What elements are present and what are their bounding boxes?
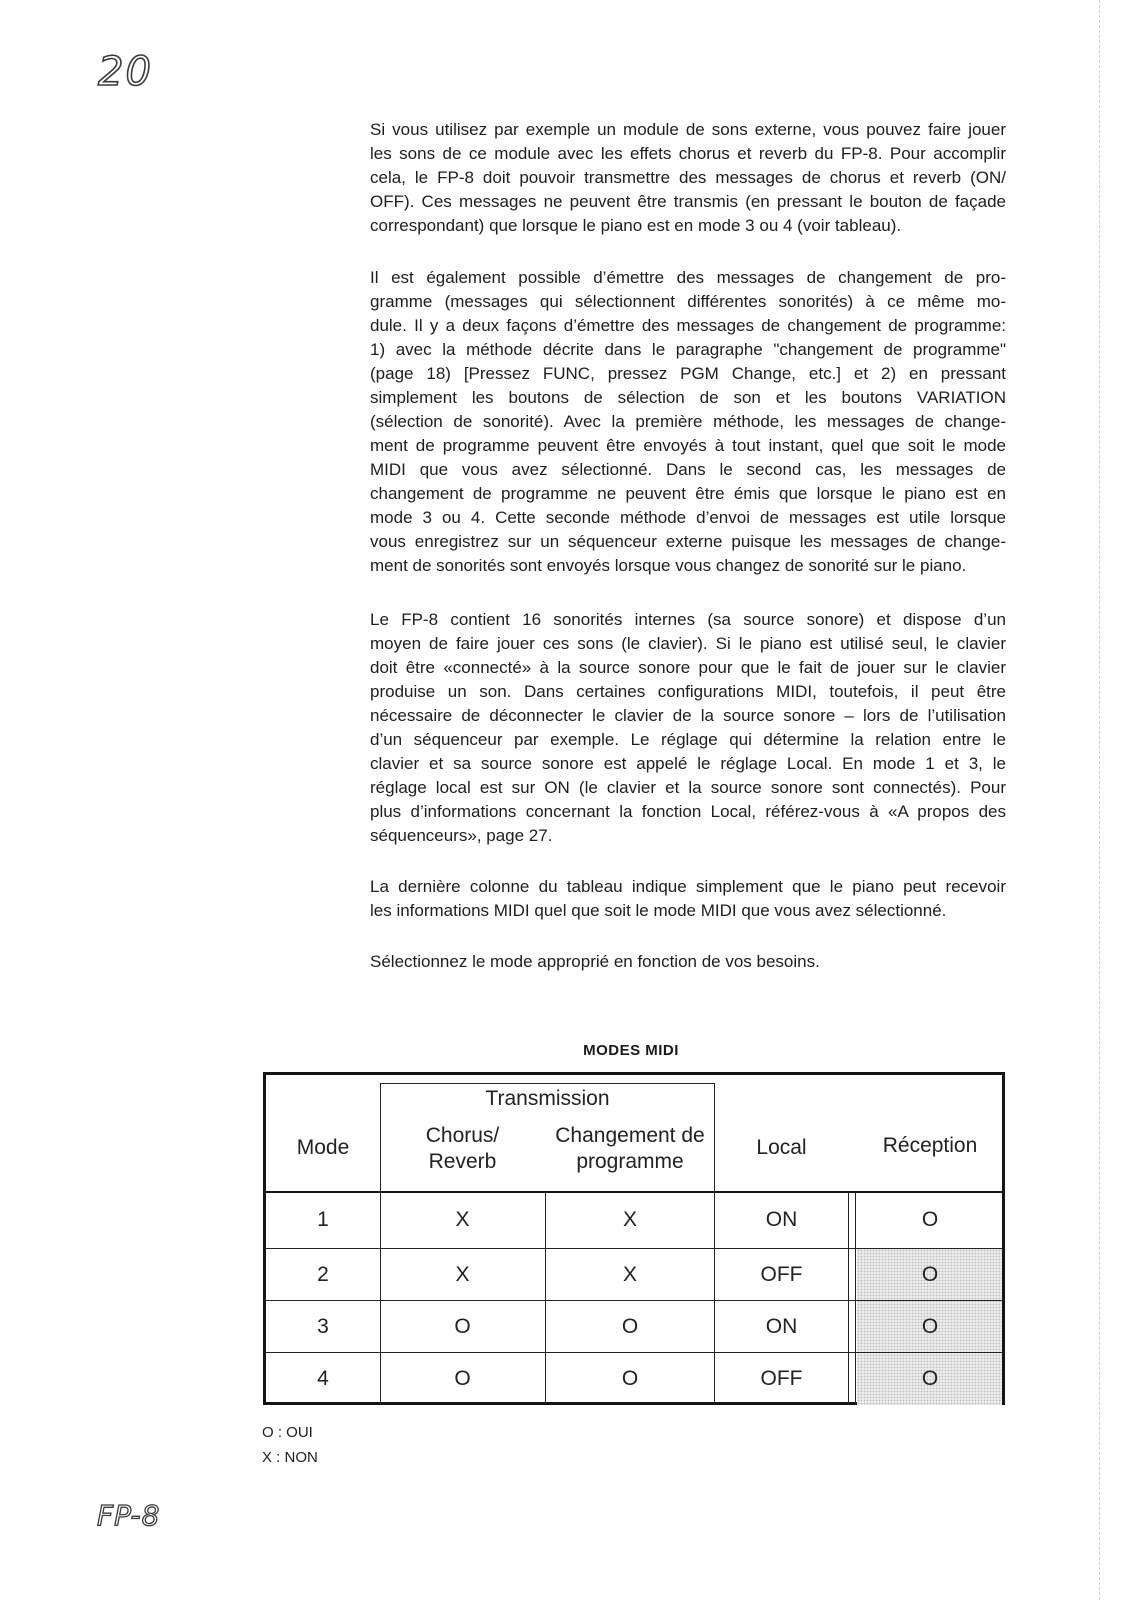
cell-mode: 1 xyxy=(317,1208,329,1231)
cell-program-change: O xyxy=(621,1315,639,1338)
cell-local: OFF xyxy=(760,1367,803,1390)
body-line: les informations MIDI quel que soit le mode MIDI que vous avez sélectionné. xyxy=(370,901,947,920)
body-line: d’un séquenceur par exemple. Le réglage qui détermine la relation entre le xyxy=(370,730,1006,749)
body-line: produise un son. Dans certaines configurations MIDI, toutefois, il peut être xyxy=(370,682,1006,701)
table-title: MODES MIDI xyxy=(583,1042,679,1059)
body-line: clavier et sa source sonore est appelé le réglage Local. En mode 1 et 3, le xyxy=(370,754,1006,773)
cell-chorus-reverb: X xyxy=(455,1263,470,1286)
page-number: 20 xyxy=(98,49,153,95)
body-line: réglage local est sur ON (le clavier et la source sonore sont connectés). Pour xyxy=(370,778,1006,797)
cell-mode: 4 xyxy=(317,1367,329,1390)
body-line: MIDI que vous avez sélectionné. Dans le second cas, les messages de xyxy=(370,460,1006,479)
cell-reception: O xyxy=(921,1315,939,1338)
body-line: (sélection de sonorité). Avec la première méthode, les messages de change- xyxy=(370,412,1006,431)
cell-chorus-reverb: O xyxy=(454,1315,471,1338)
body-line: Il est également possible d’émettre des messages de changement de pro- xyxy=(370,268,1006,287)
footer-logo: FP-8 xyxy=(97,1499,161,1532)
header-program-change-line: Changement de xyxy=(555,1124,705,1147)
body-line: moyen de faire jouer ces sons (le clavier). Si le piano est utilisé seul, le clavier xyxy=(370,634,1006,653)
body-line: cela, le FP-8 doit pouvoir transmettre des messages de chorus et reverb (ON/ xyxy=(370,168,1006,187)
paragraph xyxy=(370,266,1006,578)
cell-reception: O xyxy=(921,1208,939,1231)
cell-reception: O xyxy=(921,1263,939,1286)
body-line: correspondant) que lorsque le piano est en mode 3 ou 4 (voir tableau). xyxy=(370,216,902,235)
cell-local: ON xyxy=(765,1208,798,1231)
cell-reception: O xyxy=(921,1367,939,1390)
body-line: La dernière colonne du tableau indique simplement que le piano peut recevoir xyxy=(370,877,1006,896)
cell-chorus-reverb: X xyxy=(455,1208,470,1231)
header-reception: Réception xyxy=(882,1134,978,1157)
header-transmission: Transmission xyxy=(485,1087,610,1110)
body-line: séquenceurs», page 27. xyxy=(370,826,553,845)
body-line: (page 18) [Pressez FUNC, pressez PGM Change, etc.] et 2) en pressant xyxy=(370,364,1006,383)
cell-chorus-reverb: O xyxy=(454,1367,471,1390)
legend-item: X : NON xyxy=(262,1449,318,1466)
cell-program-change: O xyxy=(621,1367,639,1390)
body-line: 1) avec la méthode décrite dans le paragraphe "changement de programme" xyxy=(370,340,1006,359)
body-line: Sélectionnez le mode approprié en fonction de vos besoins. xyxy=(370,952,820,971)
body-line: ment de sonorités sont envoyés lorsque vous changez de sonorité sur le piano. xyxy=(370,556,967,575)
header-chorus-reverb xyxy=(380,1123,545,1175)
cell-local: ON xyxy=(765,1315,798,1338)
body-line: dule. Il y a deux façons d’émettre des messages de changement de programme: xyxy=(370,316,1006,335)
body-line: Le FP-8 contient 16 sonorités internes (sa source sonore) et dispose d’un xyxy=(370,610,1006,629)
paragraph xyxy=(370,875,1006,923)
body-line: nécessaire de déconnecter le clavier de la source sonore – lors de l’utilisation xyxy=(370,706,1006,725)
table-legend xyxy=(262,1420,318,1470)
cell-local: OFF xyxy=(760,1263,803,1286)
body-line: OFF). Ces messages ne peuvent être transmis (en pressant le bouton de façade xyxy=(370,192,1006,211)
header-chorus-reverb-line: Chorus/ xyxy=(425,1124,500,1147)
column-divider xyxy=(848,1192,849,1405)
paragraph xyxy=(370,118,1006,238)
body-line: les sons de ce module avec les effets chorus et reverb du FP-8. Pour accomplir xyxy=(370,144,1006,163)
cell-program-change: X xyxy=(622,1263,637,1286)
midi-modes-table xyxy=(263,1072,1005,1405)
cell-mode: 3 xyxy=(317,1315,329,1338)
body-line: simplement les boutons de sélection de son et les boutons VARIATION xyxy=(370,388,1006,407)
paragraph xyxy=(370,950,1006,974)
body-line: vous enregistrez sur un séquenceur externe puisque les messages de change- xyxy=(370,532,1006,551)
body-line: Si vous utilisez par exemple un module de sons externe, vous pouvez faire jouer xyxy=(370,120,1006,139)
body-line: doit être «connecté» à la source sonore pour que le fait de jouer sur le clavier xyxy=(370,658,1006,677)
header-program-change xyxy=(545,1123,715,1175)
cell-program-change: X xyxy=(622,1208,637,1231)
header-chorus-reverb-line: Reverb xyxy=(428,1150,497,1173)
scan-edge-line xyxy=(1099,0,1100,1600)
header-local: Local xyxy=(756,1136,807,1159)
body-line: gramme (messages qui sélectionnent différentes sonorités) à ce même mo- xyxy=(370,292,1006,311)
body-line: plus d’informations concernant la fonction Local, référez-vous à «A propos des xyxy=(370,802,1006,821)
legend-item: O : OUI xyxy=(262,1424,313,1441)
body-line: ment de programme peuvent être envoyés à tout instant, quel que soit le mode xyxy=(370,436,1006,455)
paragraph xyxy=(370,608,1006,848)
cell-mode: 2 xyxy=(317,1263,329,1286)
header-program-change-line: programme xyxy=(576,1150,684,1173)
body-line: changement de programme ne peuvent être émis que lorsque le piano est en xyxy=(370,484,1006,503)
body-line: mode 3 ou 4. Cette seconde méthode d’envoi de messages est utile lorsque xyxy=(370,508,1006,527)
header-mode: Mode xyxy=(296,1136,350,1159)
